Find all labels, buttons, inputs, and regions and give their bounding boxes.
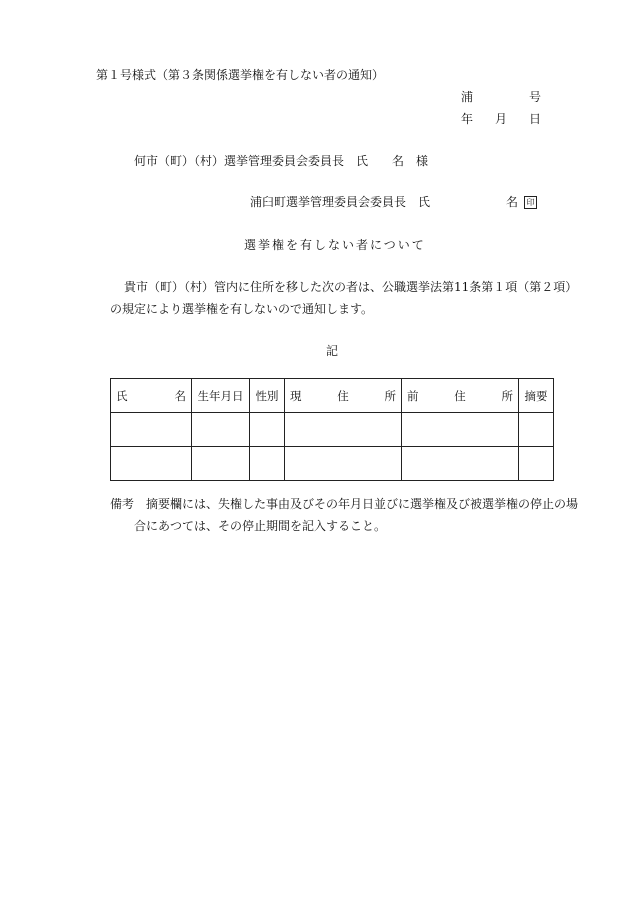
cell-sex[interactable] xyxy=(250,447,285,481)
header-previous-address: 前 住 所 xyxy=(402,379,519,413)
cell-current-address[interactable] xyxy=(285,447,402,481)
header-remarks: 摘要 xyxy=(519,379,554,413)
header-sex: 性別 xyxy=(250,379,285,413)
body-line-2: の規定により選挙権を有しないので通知します。 xyxy=(110,302,374,316)
table-header-row xyxy=(111,379,554,413)
header-birthdate: 生年月日 xyxy=(192,379,250,413)
addressee: 何市（町）（村）選挙管理委員会委員長 氏 名 様 xyxy=(134,154,429,168)
form-title: 第１号様式（第３条関係選挙権を有しない者の通知） xyxy=(96,68,385,82)
table-row xyxy=(111,447,554,481)
body-line-1: 貴市（町）（村）管内に住所を移した次の者は、公職選挙法第11条第１項（第２項） xyxy=(124,280,578,294)
date-month: 月 xyxy=(494,112,507,126)
cell-sex[interactable] xyxy=(250,413,285,447)
date-year: 年 xyxy=(461,112,474,126)
note-line-2: 合にあつては、その停止期間を記入すること。 xyxy=(134,519,387,533)
seal-mark: 印 xyxy=(524,196,537,209)
sender-line xyxy=(250,193,542,210)
date-line xyxy=(461,110,541,127)
sender-title: 浦臼町選挙管理委員会委員長 氏 xyxy=(250,195,431,209)
cell-current-address[interactable] xyxy=(285,413,402,447)
ki-heading: 記 xyxy=(326,344,339,358)
cell-remarks[interactable] xyxy=(519,413,554,447)
cell-name[interactable] xyxy=(111,413,192,447)
document-number xyxy=(461,88,541,105)
notification-table xyxy=(110,378,554,481)
doc-number-suffix: 号 xyxy=(528,90,541,104)
table-row xyxy=(111,413,554,447)
note-text-1: 摘要欄には、失権した事由及びその年月日並びに選挙権及び被選挙権の停止の場 xyxy=(146,497,579,511)
note-line-1 xyxy=(110,495,578,512)
note-label: 備考 xyxy=(110,497,135,511)
doc-number-prefix: 浦 xyxy=(461,90,474,104)
date-day: 日 xyxy=(528,112,541,126)
header-current-address: 現 住 所 xyxy=(285,379,402,413)
cell-previous-address[interactable] xyxy=(402,447,519,481)
cell-birthdate[interactable] xyxy=(192,447,250,481)
cell-previous-address[interactable] xyxy=(402,413,519,447)
subject: 選挙権を有しない者について xyxy=(244,238,426,252)
header-name: 氏 名 xyxy=(111,379,192,413)
sender-name-label: 名 xyxy=(506,195,519,209)
cell-name[interactable] xyxy=(111,447,192,481)
cell-remarks[interactable] xyxy=(519,447,554,481)
cell-birthdate[interactable] xyxy=(192,413,250,447)
